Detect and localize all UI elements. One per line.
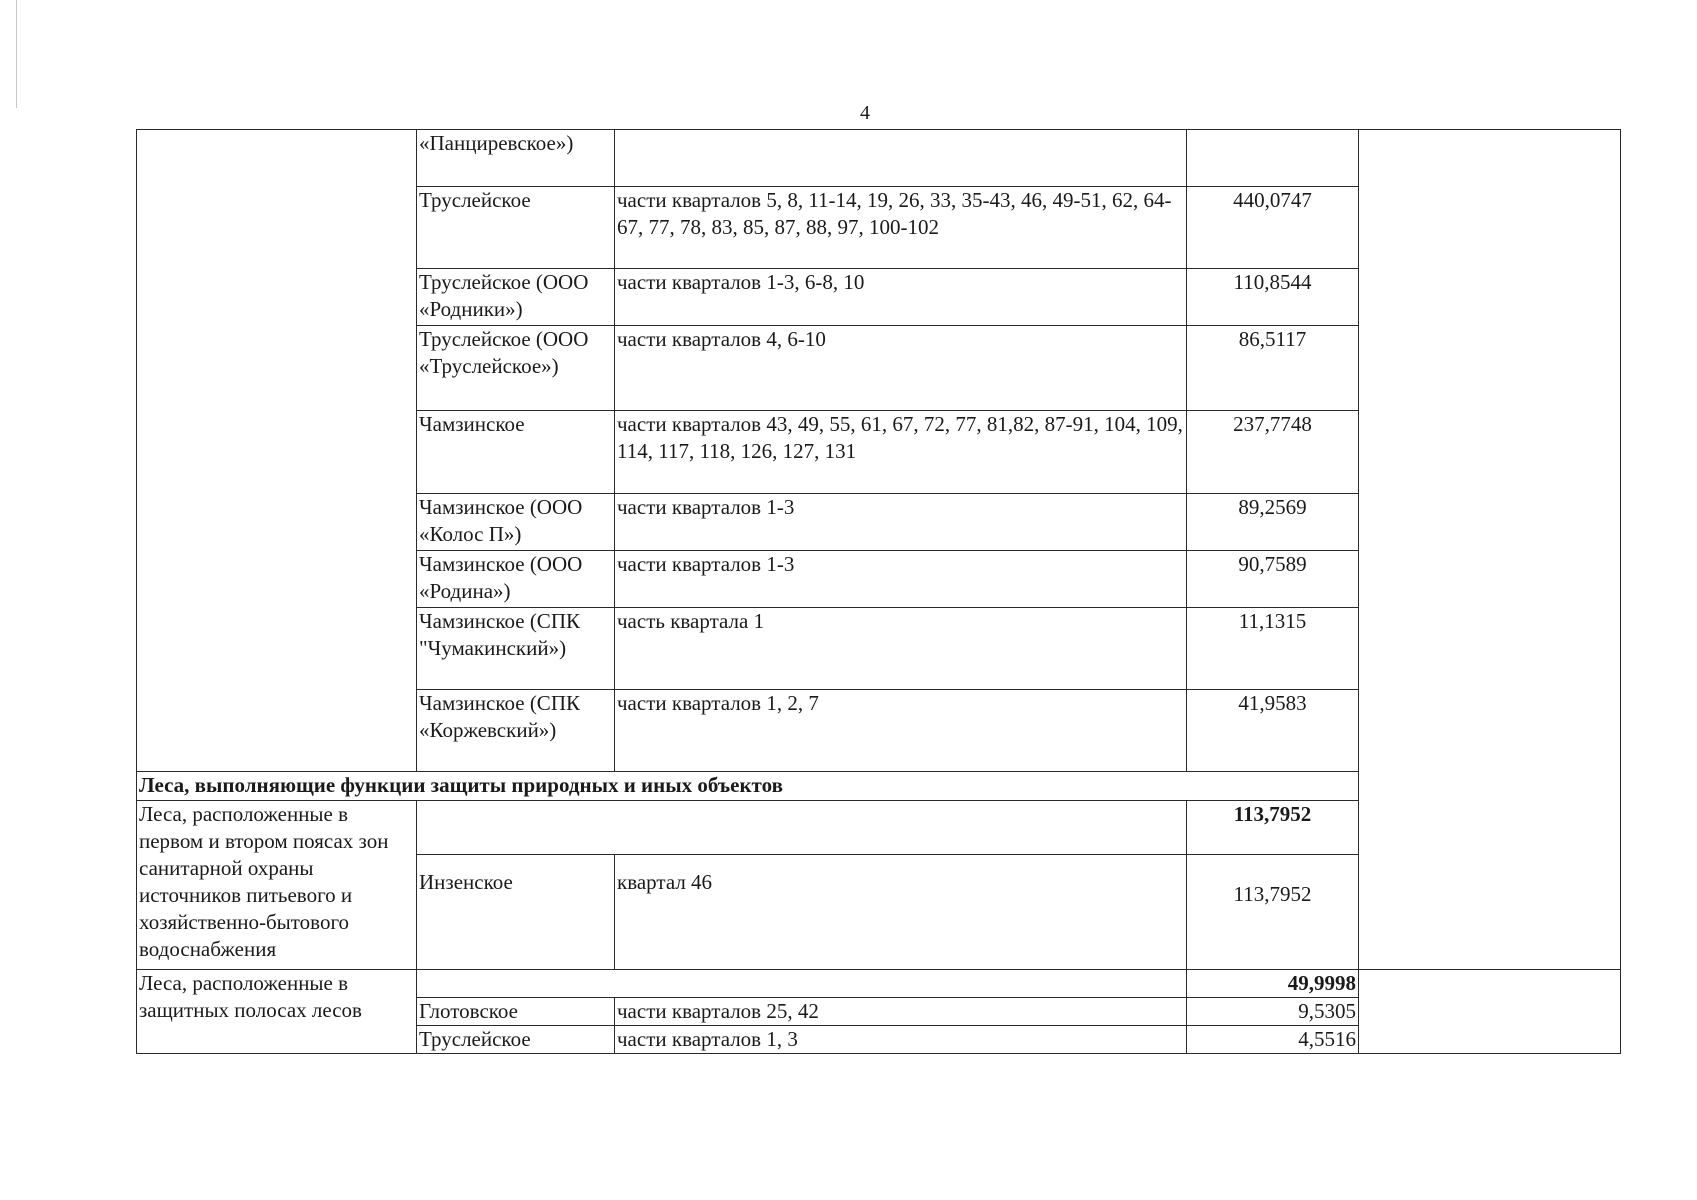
scan-edge-mark — [16, 0, 17, 108]
value-cell: 9,5305 — [1187, 998, 1359, 1026]
value-cell: 110,8544 — [1187, 269, 1359, 326]
group-total-spacer — [417, 801, 1187, 855]
district-cell: Труслейское — [417, 187, 615, 269]
district-cell: Чамзинское (ООО «Колос П») — [417, 494, 615, 551]
forest-table — [136, 129, 1621, 1054]
table-row — [137, 130, 1621, 187]
category-cell-empty — [137, 130, 417, 772]
district-cell: Чамзинское (ООО «Родина») — [417, 551, 615, 608]
parts-cell: части кварталов 1-3 — [615, 494, 1187, 551]
district-cell: «Панциревское») — [417, 130, 615, 187]
district-cell: Чамзинское (СПК "Чумакинский») — [417, 608, 615, 690]
district-cell: Инзенское — [417, 855, 615, 970]
parts-cell: части кварталов 1, 3 — [615, 1026, 1187, 1054]
group-total-row — [137, 970, 1621, 998]
page-number: 4 — [860, 102, 870, 124]
parts-cell: части кварталов 25, 42 — [615, 998, 1187, 1026]
value-cell — [1187, 130, 1359, 187]
value-cell: 89,2569 — [1187, 494, 1359, 551]
notes-cell-empty — [1359, 130, 1621, 970]
parts-cell: части кварталов 5, 8, 11-14, 19, 26, 33, 35-43, 46, 49-51, 62, 64-67, 77, 78, 83, 85, 87, 88, 97, 100-102 — [615, 187, 1187, 269]
parts-cell: части кварталов 43, 49, 55, 61, 67, 72, 77, 81,82, 87-91, 104, 109, 114, 117, 118, 126, 127, 131 — [615, 411, 1187, 494]
parts-cell: часть квартала 1 — [615, 608, 1187, 690]
value-cell: 440,0747 — [1187, 187, 1359, 269]
category-cell: Леса, расположенные в защитных полосах лесов — [137, 970, 417, 1054]
value-cell: 11,1315 — [1187, 608, 1359, 690]
district-cell: Чамзинское — [417, 411, 615, 494]
parts-cell: части кварталов 1-3 — [615, 551, 1187, 608]
value-cell: 90,7589 — [1187, 551, 1359, 608]
notes-cell-empty — [1359, 970, 1621, 1054]
parts-cell — [615, 130, 1187, 187]
parts-cell: квартал 46 — [615, 855, 1187, 970]
district-cell: Труслейское (ООО «Труслейское») — [417, 326, 615, 411]
district-cell: Глотовское — [417, 998, 615, 1026]
group-total-spacer — [417, 970, 1187, 998]
parts-cell: части кварталов 1, 2, 7 — [615, 690, 1187, 772]
value-cell: 86,5117 — [1187, 326, 1359, 411]
group-total-value: 113,7952 — [1187, 801, 1359, 855]
district-cell: Труслейское (ООО «Родники») — [417, 269, 615, 326]
category-cell: Леса, расположенные в первом и втором поясах зон санитарной охраны источников питьевого и хозяйственно-бытового водоснабжения — [137, 801, 417, 970]
group-total-value: 49,9998 — [1187, 970, 1359, 998]
section-title: Леса, выполняющие функции защиты природных и иных объектов — [137, 772, 1359, 801]
value-cell: 237,7748 — [1187, 411, 1359, 494]
district-cell: Чамзинское (СПК «Коржевский») — [417, 690, 615, 772]
value-cell: 113,7952 — [1187, 855, 1359, 970]
parts-cell: части кварталов 1-3, 6-8, 10 — [615, 269, 1187, 326]
parts-cell: части кварталов 4, 6-10 — [615, 326, 1187, 411]
value-cell: 4,5516 — [1187, 1026, 1359, 1054]
district-cell: Труслейское — [417, 1026, 615, 1054]
value-cell: 41,9583 — [1187, 690, 1359, 772]
